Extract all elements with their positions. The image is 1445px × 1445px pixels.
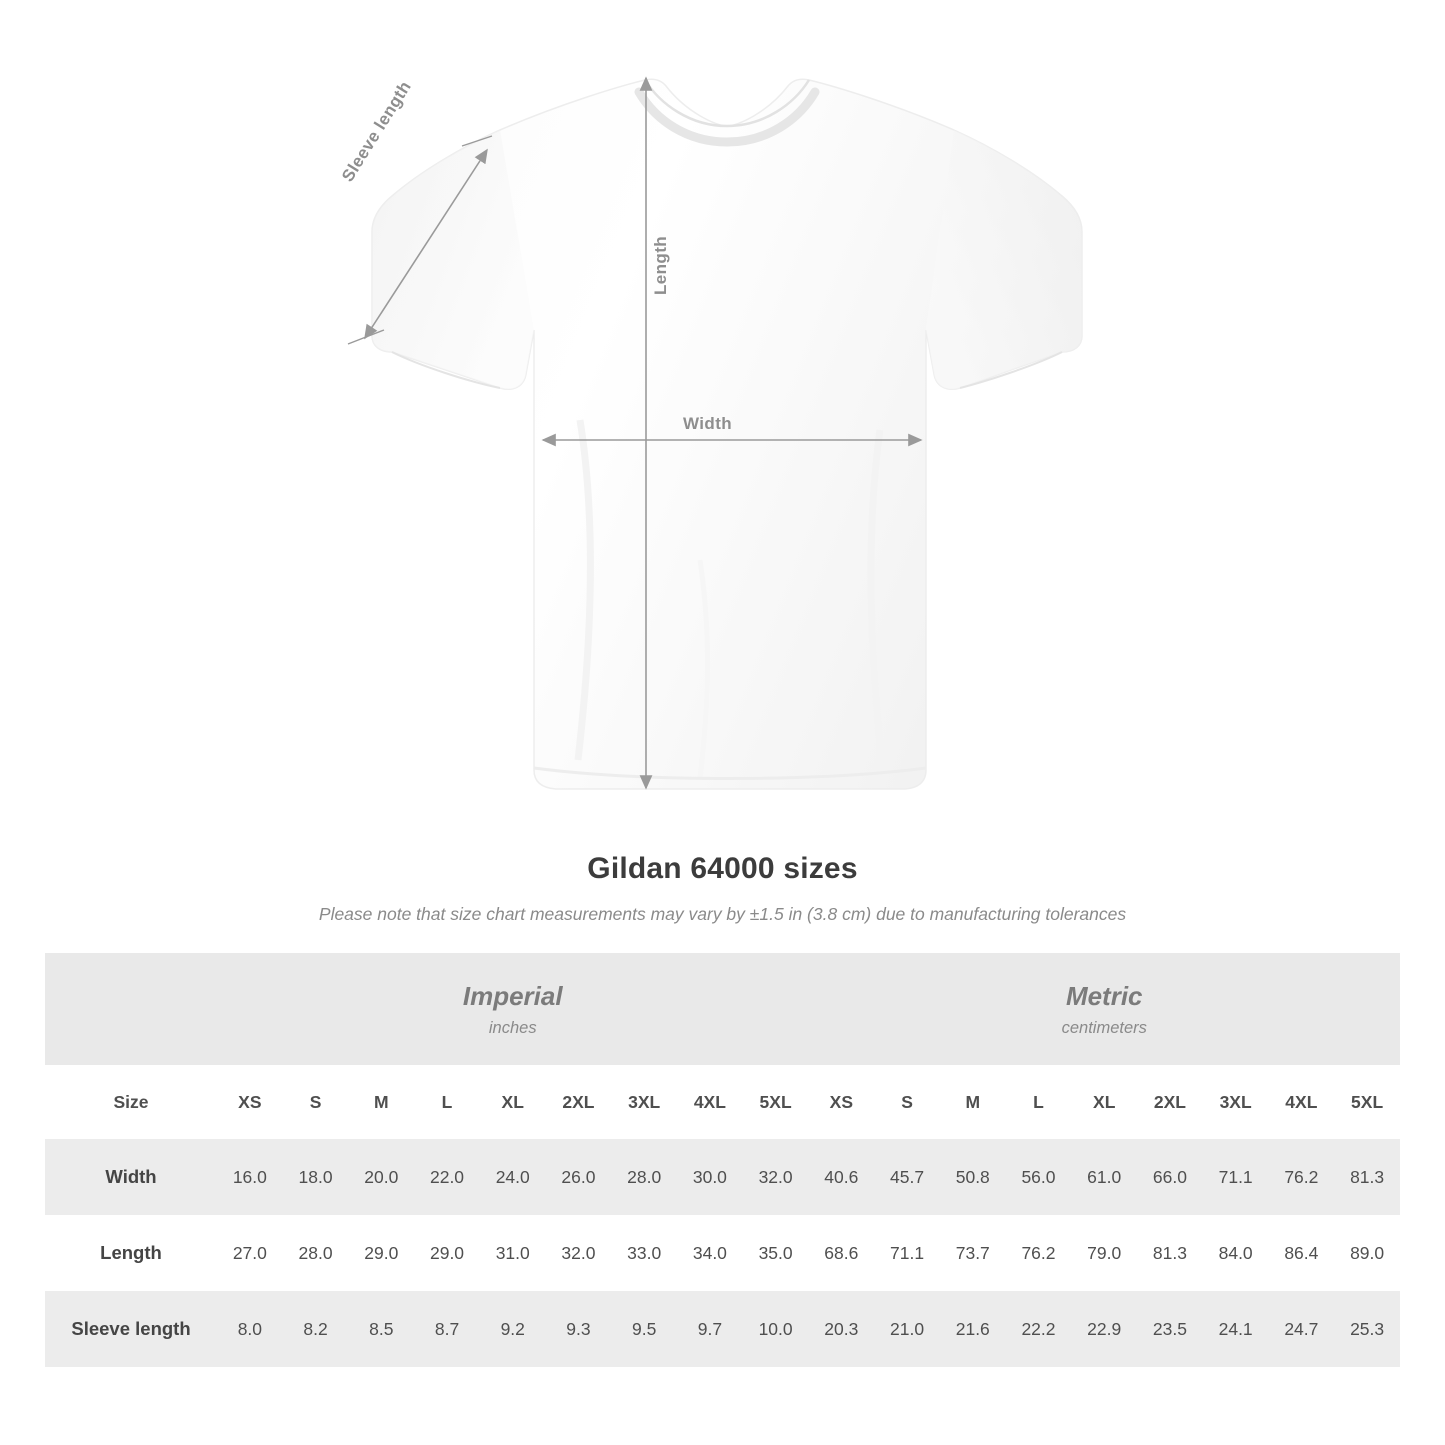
measurement-cell-metric: 21.0 bbox=[874, 1291, 940, 1367]
size-header-cell: 2XL bbox=[546, 1065, 612, 1139]
measurement-cell-imperial: 8.5 bbox=[348, 1291, 414, 1367]
size-header-cell: 5XL bbox=[743, 1065, 809, 1139]
measurement-cell-metric: 71.1 bbox=[874, 1215, 940, 1291]
length-label: Length bbox=[651, 235, 670, 295]
measurement-cell-metric: 21.6 bbox=[940, 1291, 1006, 1367]
measurement-cell-imperial: 8.0 bbox=[217, 1291, 283, 1367]
size-header-cell: XL bbox=[1071, 1065, 1137, 1139]
measurement-cell-imperial: 32.0 bbox=[546, 1215, 612, 1291]
unit-subtitle: centimeters bbox=[1061, 1018, 1147, 1037]
size-header-cell: 4XL bbox=[1269, 1065, 1335, 1139]
measurement-cell-metric: 20.3 bbox=[808, 1291, 874, 1367]
measurement-cell-imperial: 10.0 bbox=[743, 1291, 809, 1367]
measurement-cell-imperial: 9.5 bbox=[611, 1291, 677, 1367]
measurement-cell-metric: 73.7 bbox=[940, 1215, 1006, 1291]
measurement-cell-metric: 56.0 bbox=[1006, 1139, 1072, 1215]
sleeve-length-label: Sleeve length bbox=[338, 77, 415, 186]
size-header-cell: 4XL bbox=[677, 1065, 743, 1139]
size-table bbox=[45, 953, 1400, 1367]
measurement-cell-imperial: 24.0 bbox=[480, 1139, 546, 1215]
measurement-cell-metric: 40.6 bbox=[808, 1139, 874, 1215]
measurement-cell-imperial: 8.7 bbox=[414, 1291, 480, 1367]
tolerance-note: Please note that size chart measurements may vary by ±1.5 in (3.8 cm) due to manufacturing tolerances bbox=[318, 904, 1127, 924]
size-header-cell: M bbox=[940, 1065, 1006, 1139]
unit-header-spacer bbox=[45, 953, 217, 1065]
size-header-cell: 3XL bbox=[1203, 1065, 1269, 1139]
size-table-wrap bbox=[45, 953, 1400, 1367]
measurement-cell-metric: 68.6 bbox=[808, 1215, 874, 1291]
measurement-cell-metric: 81.3 bbox=[1137, 1215, 1203, 1291]
measurement-cell-imperial: 31.0 bbox=[480, 1215, 546, 1291]
size-header-cell: XS bbox=[808, 1065, 874, 1139]
row-label: Length bbox=[45, 1215, 217, 1291]
size-header-cell: L bbox=[1006, 1065, 1072, 1139]
measurement-cell-metric: 22.9 bbox=[1071, 1291, 1137, 1367]
measurement-cell-metric: 50.8 bbox=[940, 1139, 1006, 1215]
measurement-cell-metric: 66.0 bbox=[1137, 1139, 1203, 1215]
shirt-shape bbox=[372, 79, 1082, 789]
row-label: Width bbox=[45, 1139, 217, 1215]
measurement-cell-imperial: 34.0 bbox=[677, 1215, 743, 1291]
measurement-cell-metric: 24.1 bbox=[1203, 1291, 1269, 1367]
measurement-cell-metric: 24.7 bbox=[1269, 1291, 1335, 1367]
measurement-cell-metric: 45.7 bbox=[874, 1139, 940, 1215]
measurement-cell-metric: 76.2 bbox=[1006, 1215, 1072, 1291]
measurement-cell-imperial: 30.0 bbox=[677, 1139, 743, 1215]
size-header-cell: L bbox=[414, 1065, 480, 1139]
size-header-cell: XS bbox=[217, 1065, 283, 1139]
size-header-row bbox=[45, 1065, 1400, 1139]
measurement-cell-metric: 25.3 bbox=[1334, 1291, 1400, 1367]
measurement-cell-imperial: 28.0 bbox=[611, 1139, 677, 1215]
measurement-cell-metric: 71.1 bbox=[1203, 1139, 1269, 1215]
measurement-cell-imperial: 33.0 bbox=[611, 1215, 677, 1291]
measurement-cell-metric: 84.0 bbox=[1203, 1215, 1269, 1291]
measurement-cell-imperial: 22.0 bbox=[414, 1139, 480, 1215]
row-label: Sleeve length bbox=[45, 1291, 217, 1367]
measurement-cell-imperial: 16.0 bbox=[217, 1139, 283, 1215]
size-header-cell: M bbox=[348, 1065, 414, 1139]
measurement-cell-metric: 22.2 bbox=[1006, 1291, 1072, 1367]
size-header-cell: 3XL bbox=[611, 1065, 677, 1139]
unit-header-row bbox=[45, 953, 1400, 1065]
size-header-cell: S bbox=[283, 1065, 349, 1139]
measurement-cell-metric: 79.0 bbox=[1071, 1215, 1137, 1291]
unit-name: Imperial bbox=[462, 980, 563, 1011]
measurement-cell-imperial: 29.0 bbox=[414, 1215, 480, 1291]
unit-header-imperial bbox=[217, 953, 808, 1065]
size-header-cell: 5XL bbox=[1334, 1065, 1400, 1139]
table-row bbox=[45, 1139, 1400, 1215]
measurement-cell-imperial: 9.3 bbox=[546, 1291, 612, 1367]
size-column-label: Size bbox=[45, 1065, 217, 1139]
measurement-cell-imperial: 9.7 bbox=[677, 1291, 743, 1367]
width-label: Width bbox=[683, 414, 733, 433]
measurement-cell-metric: 76.2 bbox=[1269, 1139, 1335, 1215]
unit-name: Metric bbox=[1065, 980, 1143, 1011]
measurement-cell-imperial: 20.0 bbox=[348, 1139, 414, 1215]
size-header-cell: 2XL bbox=[1137, 1065, 1203, 1139]
measurement-cell-metric: 81.3 bbox=[1334, 1139, 1400, 1215]
measurement-cell-imperial: 27.0 bbox=[217, 1215, 283, 1291]
measurement-cell-imperial: 35.0 bbox=[743, 1215, 809, 1291]
page-title: Gildan 64000 sizes bbox=[587, 852, 858, 885]
unit-subtitle: inches bbox=[488, 1018, 537, 1037]
measurement-cell-metric: 86.4 bbox=[1269, 1215, 1335, 1291]
table-row bbox=[45, 1291, 1400, 1367]
unit-header-metric bbox=[808, 953, 1400, 1065]
measurement-cell-imperial: 29.0 bbox=[348, 1215, 414, 1291]
size-chart-heading bbox=[0, 852, 1445, 925]
measurement-cell-imperial: 18.0 bbox=[283, 1139, 349, 1215]
measurement-cell-metric: 61.0 bbox=[1071, 1139, 1137, 1215]
measurement-cell-imperial: 28.0 bbox=[283, 1215, 349, 1291]
table-row bbox=[45, 1215, 1400, 1291]
size-header-cell: S bbox=[874, 1065, 940, 1139]
measurement-cell-imperial: 26.0 bbox=[546, 1139, 612, 1215]
measurement-cell-imperial: 8.2 bbox=[283, 1291, 349, 1367]
size-header-cell: XL bbox=[480, 1065, 546, 1139]
measurement-cell-imperial: 9.2 bbox=[480, 1291, 546, 1367]
measurement-cell-metric: 23.5 bbox=[1137, 1291, 1203, 1367]
measurement-cell-metric: 89.0 bbox=[1334, 1215, 1400, 1291]
measurement-cell-imperial: 32.0 bbox=[743, 1139, 809, 1215]
